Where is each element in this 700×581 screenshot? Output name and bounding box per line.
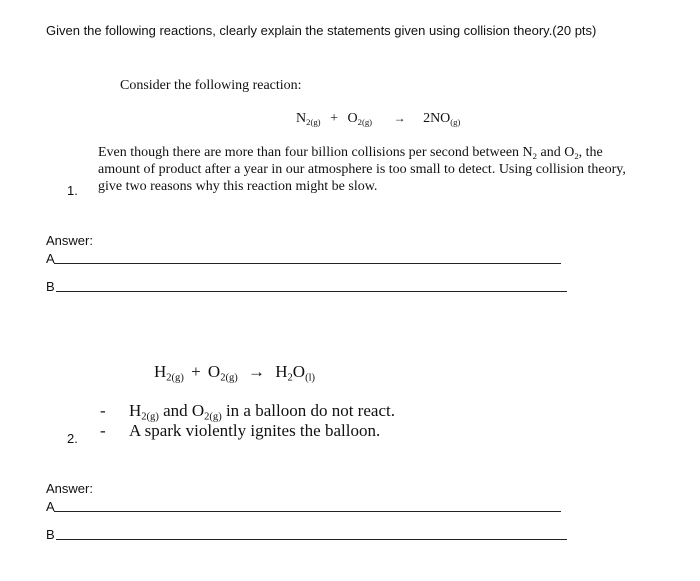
q1-answer-label: Answer: <box>46 233 93 248</box>
product-no: $2NO_{(g)}$ <box>423 111 461 128</box>
q1-paragraph <box>98 144 660 195</box>
plus-sign: + <box>330 111 338 126</box>
q1-number: 1. <box>67 183 78 198</box>
reactant-o2: $O_{2(g)}$ <box>347 111 373 128</box>
q2-bullet-1: - $H_{2(g)}$ and $O_{2(g)}$ in a balloon do not react. <box>100 401 395 423</box>
reactant-o2: $O_{2(g)}$ <box>207 362 238 384</box>
q2-number: 2. <box>67 431 78 446</box>
bullet-dash: - <box>100 421 106 440</box>
q2-answer-label: Answer: <box>46 481 93 496</box>
reactant-n2: $N_{2(g)}$ <box>296 111 321 128</box>
plus-sign: + <box>191 362 201 381</box>
reaction-arrow-icon: → <box>393 111 406 125</box>
q1-paragraph-line-2: amount of product after a year in our atmosphere is too small to detect. Using collision theory, <box>98 162 626 177</box>
q2-answer-b-line[interactable] <box>56 539 567 540</box>
reaction-arrow-icon: → <box>248 362 265 381</box>
bullet-dash: - <box>100 401 106 420</box>
instruction-text: Given the following reactions, clearly explain the statements given using collision theory.(20 pts) <box>46 23 597 38</box>
q1-paragraph-line-1: Even though there are more than four billion collisions per second between $N_2$ and $O_2$, the <box>98 145 603 162</box>
q1-answer-b-label: B <box>46 279 55 294</box>
q2-answer-a-label: A <box>46 499 55 514</box>
q1-equation <box>296 111 460 127</box>
q1-answer-b-line[interactable] <box>56 291 567 292</box>
product-h2o: $H_2O_{(l)}$ <box>275 362 316 384</box>
q2-equation <box>154 362 315 382</box>
q1-paragraph-line-3: give two reasons why this reaction might be slow. <box>98 179 378 194</box>
q1-answer-a-label: A <box>46 251 55 266</box>
q2-answer-a-line[interactable] <box>54 511 561 512</box>
q2-bullet-2: - A spark violently ignites the balloon. <box>100 421 381 440</box>
q1-answer-a-line[interactable] <box>54 263 561 264</box>
reactant-h2: $H_{2(g)}$ <box>154 362 184 384</box>
q2-answer-b-label: B <box>46 527 55 542</box>
q1-intro: Consider the following reaction: <box>120 78 302 93</box>
